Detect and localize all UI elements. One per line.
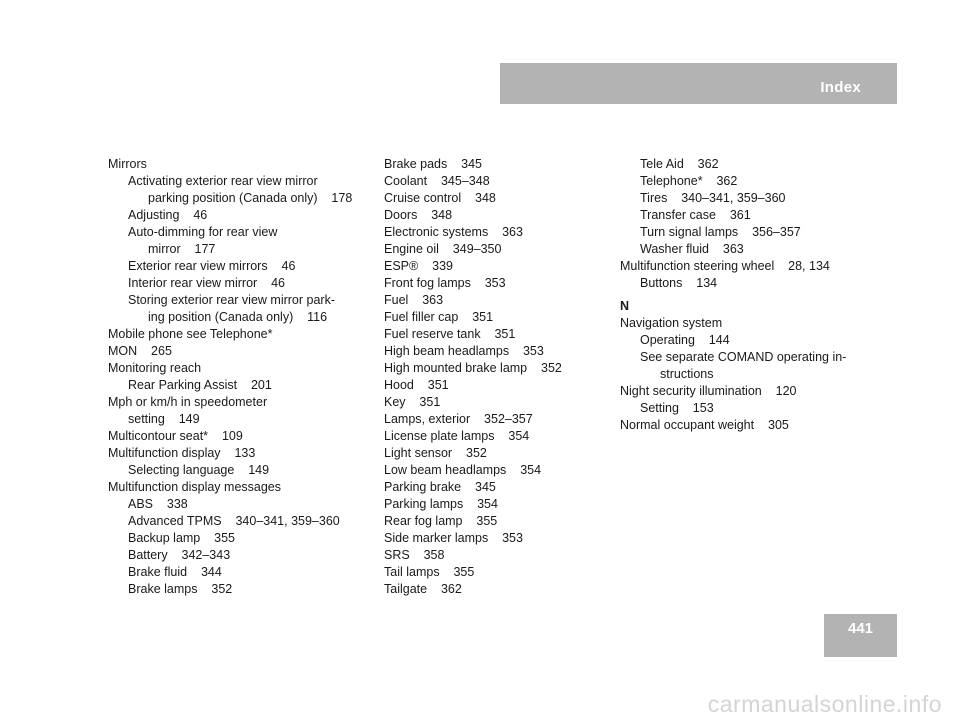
index-entry: Doors 348 <box>384 208 453 222</box>
index-entry: License plate lamps 354 <box>384 429 530 443</box>
index-entry: Normal occupant weight 305 <box>620 418 789 432</box>
index-entry: Washer fluid 363 <box>640 242 744 256</box>
index-entry: structions <box>660 367 714 381</box>
index-entry: Light sensor 352 <box>384 446 487 460</box>
index-letter-heading: N <box>620 299 630 313</box>
index-entry: SRS 358 <box>384 548 445 562</box>
index-entry: Mirrors <box>108 157 147 171</box>
index-entry: Mobile phone see Telephone* <box>108 327 273 341</box>
index-entry: Parking brake 345 <box>384 480 496 494</box>
index-entry: Exterior rear view mirrors 46 <box>128 259 296 273</box>
index-entry: Tailgate 362 <box>384 582 462 596</box>
index-entry: Night security illumination 120 <box>620 384 797 398</box>
index-entry: ABS 338 <box>128 497 188 511</box>
index-entry: Tele Aid 362 <box>640 157 719 171</box>
index-entry: Engine oil 349–350 <box>384 242 502 256</box>
index-entry: Lamps, exterior 352–357 <box>384 412 533 426</box>
index-entry: Interior rear view mirror 46 <box>128 276 285 290</box>
index-entry: Mph or km/h in speedometer <box>108 395 268 409</box>
index-entry: Auto-dimming for rear view <box>128 225 278 239</box>
index-entry: Hood 351 <box>384 378 449 392</box>
index-entry: Multicontour seat* 109 <box>108 429 243 443</box>
page-number: 441 <box>847 620 874 637</box>
header-band <box>500 63 897 104</box>
index-entry: mirror 177 <box>148 242 216 256</box>
index-entry: ESP® 339 <box>384 259 453 273</box>
index-entry: Electronic systems 363 <box>384 225 523 239</box>
index-entry: Turn signal lamps 356–357 <box>640 225 801 239</box>
index-entry: Tail lamps 355 <box>384 565 475 579</box>
index-entry: Setting 153 <box>640 401 714 415</box>
index-entry: Activating exterior rear view mirror <box>128 174 318 188</box>
index-entry: Multifunction display messages <box>108 480 281 494</box>
index-entry: setting 149 <box>128 412 200 426</box>
index-entry: Backup lamp 355 <box>128 531 236 545</box>
index-entry: Buttons 134 <box>640 276 718 290</box>
index-entry: ing position (Canada only) 116 <box>148 310 328 324</box>
index-entry: Brake pads 345 <box>384 157 482 171</box>
index-entry: Brake lamps 352 <box>128 582 233 596</box>
index-entry: Monitoring reach <box>108 361 202 375</box>
index-entry: Low beam headlamps 354 <box>384 463 542 477</box>
index-entry: Fuel filler cap 351 <box>384 310 494 324</box>
index-entry: Rear Parking Assist 201 <box>128 378 272 392</box>
index-entry: Multifunction display 133 <box>108 446 256 460</box>
index-entry: Tires 340–341, 359–360 <box>640 191 786 205</box>
index-entry: See separate COMAND operating in- <box>640 350 847 364</box>
index-entry: Advanced TPMS 340–341, 359–360 <box>128 514 340 528</box>
index-entry: Cruise control 348 <box>384 191 496 205</box>
index-column-3 <box>620 156 880 434</box>
index-entry: High mounted brake lamp 352 <box>384 361 562 375</box>
index-entry: Fuel 363 <box>384 293 444 307</box>
index-entry: Side marker lamps 353 <box>384 531 523 545</box>
index-entry: parking position (Canada only) 178 <box>148 191 353 205</box>
index-entry: Brake fluid 344 <box>128 565 222 579</box>
index-entry: MON 265 <box>108 344 172 358</box>
index-entry: High beam headlamps 353 <box>384 344 544 358</box>
index-entry: Storing exterior rear view mirror park- <box>128 293 335 307</box>
index-entry: Fuel reserve tank 351 <box>384 327 516 341</box>
index-entry: Coolant 345–348 <box>384 174 490 188</box>
page-number-box <box>824 614 897 657</box>
index-entry: Transfer case 361 <box>640 208 751 222</box>
index-entry: Operating 144 <box>640 333 730 347</box>
index-column-2 <box>384 156 614 598</box>
index-entry: Front fog lamps 353 <box>384 276 506 290</box>
index-entry: Selecting language 149 <box>128 463 270 477</box>
index-entry: Adjusting 46 <box>128 208 208 222</box>
index-entry: Navigation system <box>620 316 723 330</box>
index-entry: Multifunction steering wheel 28, 134 <box>620 259 830 273</box>
index-entry: Parking lamps 354 <box>384 497 498 511</box>
index-entry: Rear fog lamp 355 <box>384 514 498 528</box>
index-entry: Telephone* 362 <box>640 174 738 188</box>
index-column-1 <box>108 156 368 598</box>
index-entry: Battery 342–343 <box>128 548 231 562</box>
watermark: carmanualsonline.info <box>707 691 942 717</box>
index-entry: Key 351 <box>384 395 441 409</box>
page-title: Index <box>820 79 861 96</box>
